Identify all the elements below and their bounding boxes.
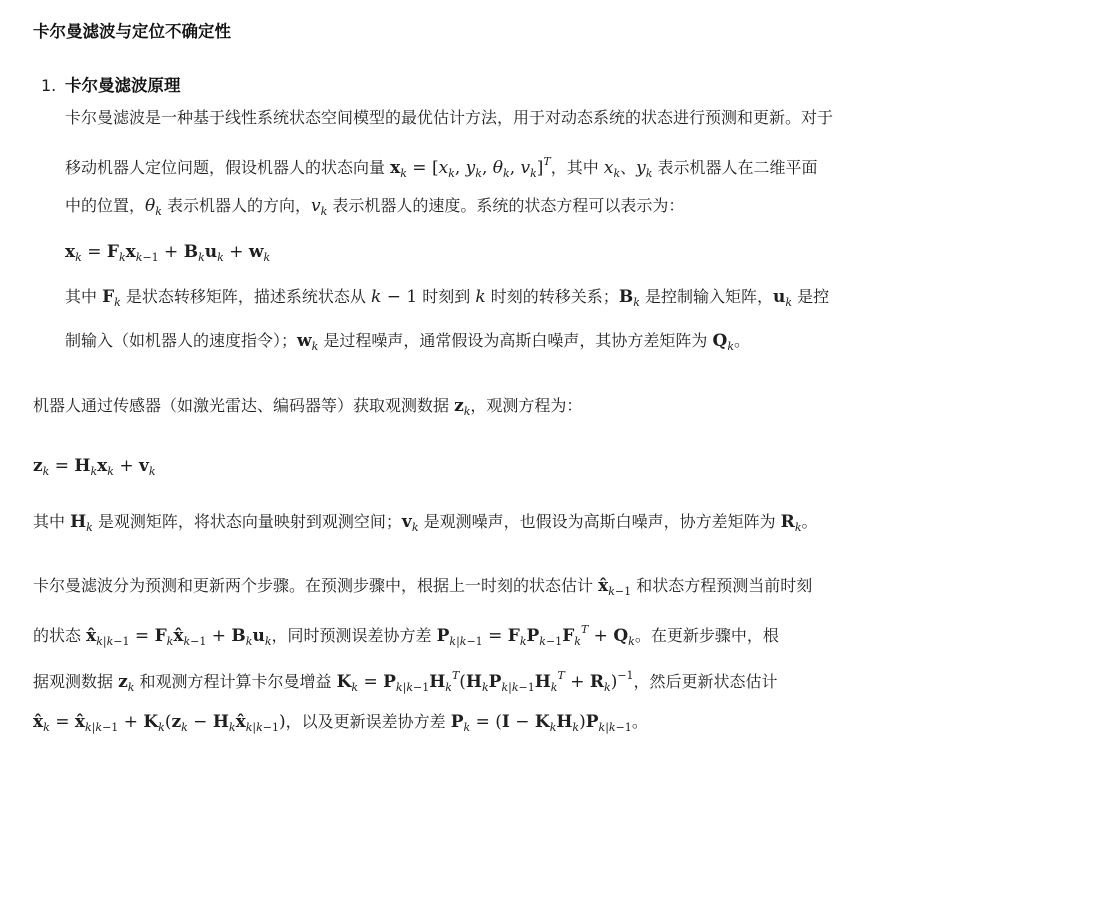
- paragraph-line: 的状态 $x̂_{k|k-1}$ = $F_kx̂_{k-1} + B_ku_k$，同时预测误差协方差 $P_{k|k-1} = F_kP_{k-1}F_k^T + Q_k$。在更新步骤中，根: [33, 623, 779, 648]
- state-equation: $x_k = F_kx_{k-1} + B_ku_k + w_k$: [65, 242, 271, 264]
- paragraph-line: 中的位置，$\theta_k$ 表示机器人的方向，$v_k$ 表示机器人的速度。系统的状态方程可以表示为：: [65, 196, 685, 218]
- paragraph-line: 其中 $F_k$ 是状态转移矩阵，描述系统状态从 k − 1 时刻到 k 时刻的转移关系；$B_k$ 是控制输入矩阵，$u_k$ 是控: [65, 287, 830, 309]
- paragraph-line: 移动机器人定位问题，假设机器人的状态向量 $x_k = [x_k$, $y_k$, $\theta_k$, $v_k]^T$，其中 $x_k$、$y_k$ 表示机器人在二维平面: [65, 155, 818, 180]
- paragraph-line: 其中 $H_k$ 是观测矩阵，将状态向量映射到观测空间；$v_k$ 是观测噪声，也假设为高斯白噪声，协方差矩阵为 $R_k$。: [33, 512, 818, 534]
- list-number: 1.: [41, 76, 57, 95]
- observation-equation: $z_k = H_kx_k + v_k$: [33, 456, 156, 478]
- page-title: 卡尔曼滤波与定位不确定性: [33, 22, 231, 41]
- paragraph-line: $x̂_k$ = $x̂_{k|k-1} + K_k(z_k$ − $H_kx̂_{k|k-1}$)，以及更新误差协方差 $P_k = (I - K_kH_k)P_{k|k-1}$。: [33, 712, 648, 734]
- paragraph-line: 机器人通过传感器（如激光雷达、编码器等）获取观测数据 $z_k$，观测方程为：: [33, 396, 583, 418]
- paragraph-line: 卡尔曼滤波是一种基于线性系统状态空间模型的最优估计方法，用于对动态系统的状态进行预测和更新。对于: [65, 108, 834, 127]
- section-heading: 卡尔曼滤波原理: [65, 76, 181, 95]
- paragraph-line: 卡尔曼滤波分为预测和更新两个步骤。在预测步骤中，根据上一时刻的状态估计 $x̂_{k-1}$ 和状态方程预测当前时刻: [33, 576, 813, 598]
- paragraph-line: 制输入（如机器人的速度指令）；$w_k$ 是过程噪声，通常假设为高斯白噪声，其协方差矩阵为 $Q_k$。: [65, 331, 751, 353]
- paragraph-line: 据观测数据 $z_k$ 和观测方程计算卡尔曼增益 $K_k = P_{k|k-1}H_k^T(H_kP_{k|k-1}H_k^T + R_k)^{-1}$，然后更新状态估计: [33, 669, 778, 694]
- state-vector-formula: $x_k = [x_k$, $y_k$, $\theta_k$, $v_k]^T$: [390, 155, 551, 180]
